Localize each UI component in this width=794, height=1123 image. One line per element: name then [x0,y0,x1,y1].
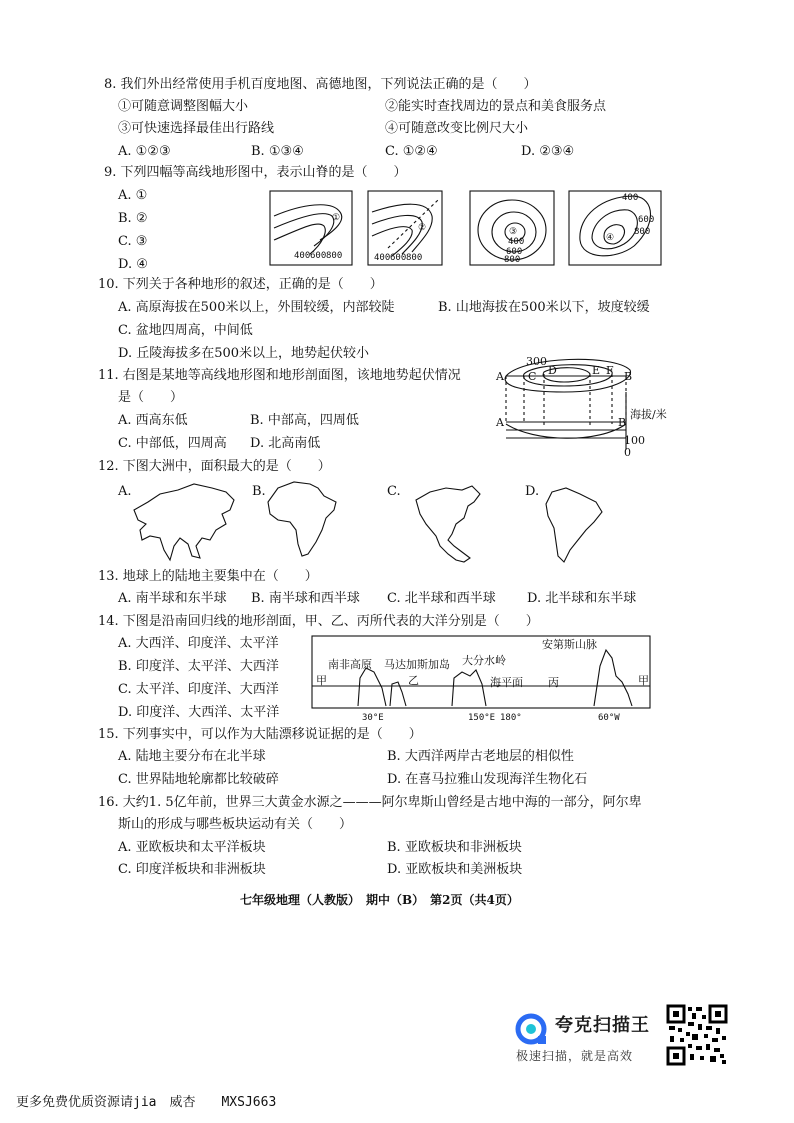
q16-option-a: A. 亚欧板块和太平洋板块 [118,840,266,855]
map2-label-600: 600 [390,253,407,263]
q12-stem: 12. 下图大洲中，面积最大的是（ ） [98,459,331,474]
q11-option-d: D. 北高南低 [250,436,321,451]
map2-label-400: 800 [406,253,423,263]
q11-option-a: A. 西高东低 [118,413,188,428]
q11-label-elevation: 海拔/米 [630,408,667,421]
q14-label-andes: 安第斯山脉 [542,638,597,651]
q8-item-2: ②能实时查找周边的景点和美食服务点 [385,99,607,114]
q14-label-jia-right: 甲 [638,674,649,687]
q10-option-a: A. 高原海拔在500米以上，外围较缓，内部较陡 [118,300,395,315]
q14-label-south-african-plateau: 南非高原 [328,658,372,671]
contour-map-1 [270,191,352,265]
q8-option-c: C. ①②④ [385,144,438,159]
q11-terrain-figure [494,352,684,460]
q14-tropic-profile [312,636,652,722]
q11-label-d: D [548,364,557,377]
map1-label-600: 600 [310,251,327,261]
map1-label-400: 400 [294,251,311,261]
q13-option-a: A. 南半球和东半球 [118,591,227,606]
q15-option-d: D. 在喜马拉雅山发现海洋生物化石 [387,772,588,787]
q14-option-d: D. 印度洋、大西洋、太平洋 [118,705,280,720]
q14-label-bing: 丙 [548,676,559,689]
q12-option-b: B. [252,484,266,499]
q8-option-a: A. ①②③ [118,144,171,159]
q11-label-a-top: A [496,370,504,383]
q14-stem: 14. 下图是沿南回归线的地形剖面，甲、乙、丙所代表的大洋分别是（ ） [98,614,539,629]
q11-stem-line2: 是（ ） [118,390,184,405]
scanner-brand: 夸克扫描王 [555,1015,650,1036]
q14-label-60w: 60°W [598,713,620,723]
q13-stem: 13. 地球上的陆地主要集中在（ ） [98,569,318,584]
q11-option-b: B. 中部高，四周低 [250,413,359,428]
q10-stem: 10. 下列关于各种地形的叙述，正确的是（ ） [98,277,383,292]
q10-option-c: C. 盆地四周高，中间低 [118,323,253,338]
q14-label-madagascar: 马达加斯加岛 [384,658,450,671]
q10-option-b: B. 山地海拔在500米以下，坡度较缓 [438,300,650,315]
scanner-slogan: 极速扫描，就是高效 [516,1049,634,1063]
q11-label-b-bottom: B [618,416,627,429]
q15-option-c: C. 世界陆地轮廓都比较破碎 [118,772,279,787]
q14-label-great-dividing-range: 大分水岭 [462,654,506,667]
q12-option-a: A. [118,484,132,499]
map1-label-1: ① [332,213,341,223]
q14-option-a: A. 大西洋、印度洋、太平洋 [118,636,279,651]
q15-option-b: B. 大西洋两岸古老地层的相似性 [387,749,574,764]
q14-label-180: 180° [500,713,522,723]
q11-label-f: F [606,364,614,377]
q11-label-0: 0 [624,446,631,459]
quark-logo-icon [514,1012,548,1046]
q9-stem: 9. 下列四幅等高线地形图中，表示山脊的是（ ） [104,165,407,180]
q8-option-d: D. ②③④ [521,144,575,159]
q11-label-100: 100 [624,434,645,447]
q12-option-d: D. [525,484,540,499]
map3-label-400: 400 [508,237,525,247]
q11-label-300: 300 [526,355,547,368]
africa-outline [264,478,344,562]
q15-option-a: A. 陆地主要分布在北半球 [118,749,266,764]
q14-label-yi: 乙 [408,674,419,687]
map1-label-800: 800 [326,251,343,261]
q13-option-b: B. 南半球和西半球 [251,591,360,606]
q16-option-c: C. 印度洋板块和非洲板块 [118,862,266,877]
q9-contour-maps [262,186,672,268]
q8-item-4: ④可随意改变比例尺大小 [385,121,529,136]
q8-option-b: B. ①③④ [251,144,304,159]
map4-label-4: ④ [606,233,615,243]
promo-text: 更多免费优质资源请jia 威杏 MXSJ663 [16,1095,277,1110]
q14-option-c: C. 太平洋、印度洋、大西洋 [118,682,279,697]
page-footer: 七年级地理（人教版） 期中（B） 第2页（共4页） [240,893,519,907]
map4-label-600: 600 [638,215,655,225]
q10-option-d: D. 丘陵海拔多在500米以上，地势起伏较小 [118,346,370,361]
qr-code-icon [666,1004,728,1066]
q11-label-e: E [592,364,601,377]
map3-label-3: ③ [509,227,518,237]
q8-item-3: ③可快速选择最佳出行路线 [118,121,275,136]
q16-stem-line2: 斯山的形成与哪些板块运动有关（ ） [118,817,353,832]
q9-option-b: B. ② [118,211,148,226]
map3-label-600: 600 [506,247,523,257]
q8-item-1: ①可随意调整图幅大小 [118,99,249,114]
q11-label-c: C [528,370,537,383]
q9-option-a: A. ① [118,188,148,203]
map3-label-800: 800 [504,255,521,265]
q9-option-d: D. ④ [118,257,148,272]
q11-stem-line1: 11. 右图是某地等高线地形图和地形剖面图，该地地势起伏情况 [98,368,461,383]
q13-option-c: C. 北半球和西半球 [387,591,496,606]
q15-stem: 15. 下列事实中，可以作为大陆漂移说证据的是（ ） [98,727,422,742]
asia-outline [130,480,240,566]
q11-option-c: C. 中部低，四周高 [118,436,227,451]
q14-label-sea-level: 海平面 [490,676,523,689]
q14-label-jia-left: 甲 [316,674,327,687]
q11-label-a-bottom: A [496,416,504,429]
q9-option-c: C. ③ [118,234,148,249]
q16-stem-line1: 16. 大约1. 5亿年前，世界三大黄金水源之———阿尔卑斯山曾经是古地中海的一部分，阿尔卑 [98,795,642,810]
contour-map-2 [368,191,442,265]
contour-map-3 [470,191,554,265]
north-america-outline [410,484,490,576]
q13-option-d: D. 北半球和东半球 [527,591,637,606]
map4-label-800: 800 [634,227,651,237]
south-america-outline [540,484,610,568]
q14-option-b: B. 印度洋、太平洋、大西洋 [118,659,279,674]
q8-stem: 8. 我们外出经常使用手机百度地图、高德地图，下列说法正确的是（ ） [104,77,537,92]
q16-option-d: D. 亚欧板块和美洲板块 [387,862,523,877]
q14-label-30e: 30°E [362,713,384,723]
q11-label-b-top: B [624,370,633,383]
map2-label-800: 400 [374,253,391,263]
q12-option-c: C. [387,484,401,499]
q16-option-b: B. 亚欧板块和非洲板块 [387,840,522,855]
contour-map-4 [569,191,661,265]
map4-label-400: 400 [622,193,639,203]
q14-label-150e: 150°E [468,713,496,723]
map2-label-2: ② [418,223,427,233]
